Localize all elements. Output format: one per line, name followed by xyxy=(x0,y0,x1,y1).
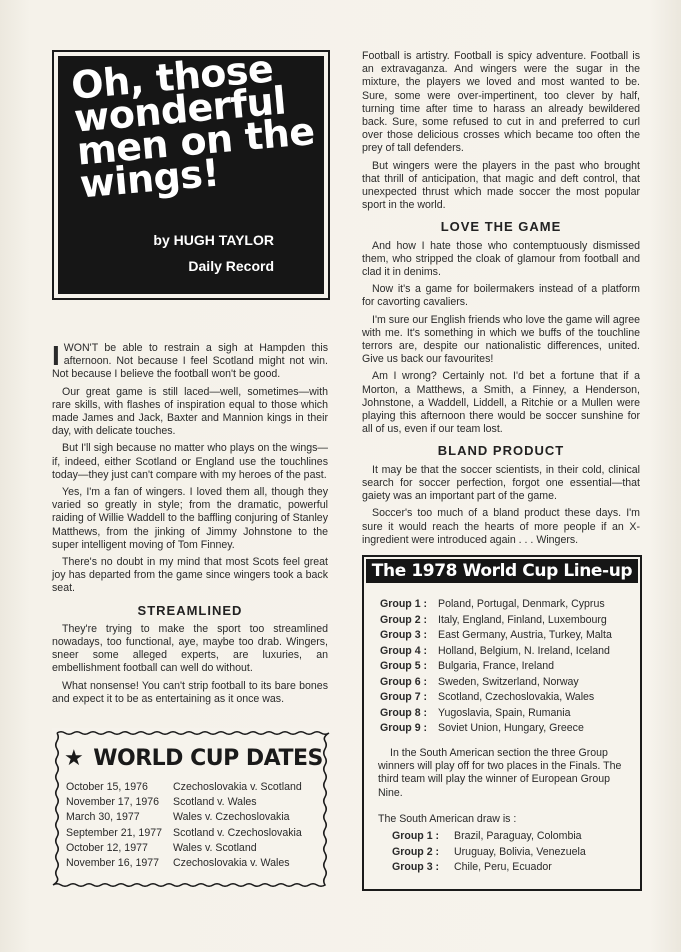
date-row: November 17, 1976 Scotland v. Wales xyxy=(66,796,257,809)
publication-name: Daily Record xyxy=(188,258,274,274)
article-paragraph: Yes, I'm a fan of wingers. I loved them all, though they varied so greatly in style; from the dramatic, powerful raiding of Willie Waddell to the baffling conjuring of Stanley Matthews, from the jinking of Jimmy Johnstone to the super intelligent moving of Tom Finney. xyxy=(52,486,328,551)
south-american-note: In the South American section the three Group winners will play off for two places in the Finals. The third team will play the winner of European Group Nine. xyxy=(378,747,622,799)
article-paragraph: Now it's a game for boilermakers instead of a platform for cavorting cavaliers. xyxy=(362,283,640,309)
group-row: Group 2 : Italy, England, Finland, Luxembourg xyxy=(380,613,607,626)
date-row: October 12, 1977 Wales v. Scotland xyxy=(66,841,257,854)
group-row: Group 1 : Brazil, Paraguay, Colombia xyxy=(392,830,582,842)
article-paragraph: IWON'T be able to restrain a sigh at Hampden this afternoon. Not because I feel Scotland might not win. Not because I believe the football won't be good. xyxy=(52,340,328,381)
byline: by HUGH TAYLOR xyxy=(153,232,274,248)
subheading-love-the-game: LOVE THE GAME xyxy=(440,219,562,235)
dates-list xyxy=(66,780,322,871)
group-row: Group 1 : Poland, Portugal, Denmark, Cyprus xyxy=(380,598,605,610)
dates-title: ★ WORLD CUP DATES xyxy=(64,746,323,771)
article-paragraph: There's no doubt in my mind that most Scots feel great joy has departed from the game since wingers took a back seat. xyxy=(52,556,328,595)
date-row: October 15, 1976 Czechoslovakia v. Scotland xyxy=(66,781,302,793)
article-paragraph: What nonsense! You can't strip football to its bare bones and expect it to be as entertaining as it once was. xyxy=(52,679,328,705)
south-american-intro: The South American draw is : xyxy=(378,813,517,825)
article-paragraph: And how I hate those who contemptuously dismissed them, who stripped the cloak of glamour from football and clad it in denims. xyxy=(362,239,640,279)
title-panel xyxy=(58,46,324,294)
group-row: Group 2 : Uruguay, Bolivia, Venezuela xyxy=(392,845,586,858)
group-row: Group 3 : East Germany, Austria, Turkey, Malta xyxy=(380,629,612,641)
group-row: Group 7 : Scotland, Czechoslovakia, Wales xyxy=(380,691,595,703)
star-icon: ★ xyxy=(64,746,84,771)
lineup-title: The 1978 World Cup Line-up xyxy=(366,559,638,583)
group-row: Group 6 : Sweden, Switzerland, Norway xyxy=(380,675,579,688)
group-row: Group 5 : Bulgaria, France, Ireland xyxy=(380,660,555,672)
subheading-streamlined: STREAMLINED xyxy=(137,602,243,618)
group-row: Group 8 : Yugoslavia, Spain, Rumania xyxy=(380,706,571,719)
article-paragraph: Soccer's too much of a bland product these days. I'm sure it would reach the hearts of more people if an X-ingredient were introduced again . . . Wingers. xyxy=(362,507,640,546)
article-paragraph: Our great game is still laced—well, sometimes—with rare skills, with flashes of inspiration equal to those which made James and Jack, Baxter and Mannion kings in their day, with delicate touches. xyxy=(52,385,328,438)
date-row: March 30, 1977 Wales v. Czechoslovakia xyxy=(66,811,290,824)
article-paragraph: Am I wrong? Certainly not. I'd bet a fortune that if a Morton, a Matthews, a Smith, a Finney, a Henderson, Johnstone, a Waddell, Liddell, a Ritchie or a Mullen were playing this afternoon there would be soccer sunshine for all of us, even if our team lost. xyxy=(362,370,640,436)
group-row: Group 4 : Holland, Belgium, N. Ireland, Iceland xyxy=(380,644,610,657)
article-paragraph: But wingers were the players in the past who brought that thrill of anticipation, that magic and deft control, that unexpected thrust which made soccer the most popular sport in the world. xyxy=(362,159,640,212)
date-row: September 21, 1977 Scotland v. Czechoslovakia xyxy=(66,826,302,839)
world-cup-dates-box xyxy=(52,728,330,890)
european-groups-list xyxy=(380,597,634,737)
article-paragraph: But I'll sigh because no matter who plays on the wings—if, indeed, either Scotland or England use the touchlines today—they just can't compare with my heroes of the past. xyxy=(52,442,328,481)
headline: Oh, those wonderful men on the wings! xyxy=(69,46,317,207)
group-row: Group 3 : Chile, Peru, Ecuador xyxy=(392,861,552,873)
group-row: Group 9 : Soviet Union, Hungary, Greece xyxy=(380,722,584,734)
lineup-box xyxy=(362,555,642,891)
article-right-column xyxy=(362,50,640,551)
article-paragraph: It may be that the soccer scientists, in their cold, clinical search for soccer perfection, forgot one essential—that gaiety was an important part of the game. xyxy=(362,463,640,503)
title-box xyxy=(52,46,330,300)
article-left-column xyxy=(52,342,328,710)
byline-block xyxy=(153,232,274,284)
article-paragraph: They're trying to make the sport too streamlined nowadays, too functional, aye, maybe too drab. Wingers, sneer some alleged experts, are luxuries, an embellishment football can well do without. xyxy=(52,622,328,675)
article-paragraph: I'm sure our English friends who love the game will agree with me. It's something in which we buffs of the touchline terrors are, despite our nationalistic differences, united. Give us back our favourites! xyxy=(362,313,640,366)
drop-cap: I xyxy=(52,340,60,371)
article-paragraph: Football is artistry. Football is spicy adventure. Football is an extravaganza. And wingers were the sugar in the mixture, the players we loved and most wanted to be. Sure, some were over-impertinent, too clever by half, turning time after time to harass an already bewildered back. Sure, some refused to cut in and preferred to curl over those delicious crosses which became too often the prey of tall defenders. xyxy=(362,50,640,155)
date-row: November 16, 1977 Czechoslovakia v. Wales xyxy=(66,857,290,870)
south-american-groups-list xyxy=(392,829,632,876)
subheading-bland-product: BLAND PRODUCT xyxy=(437,443,565,459)
